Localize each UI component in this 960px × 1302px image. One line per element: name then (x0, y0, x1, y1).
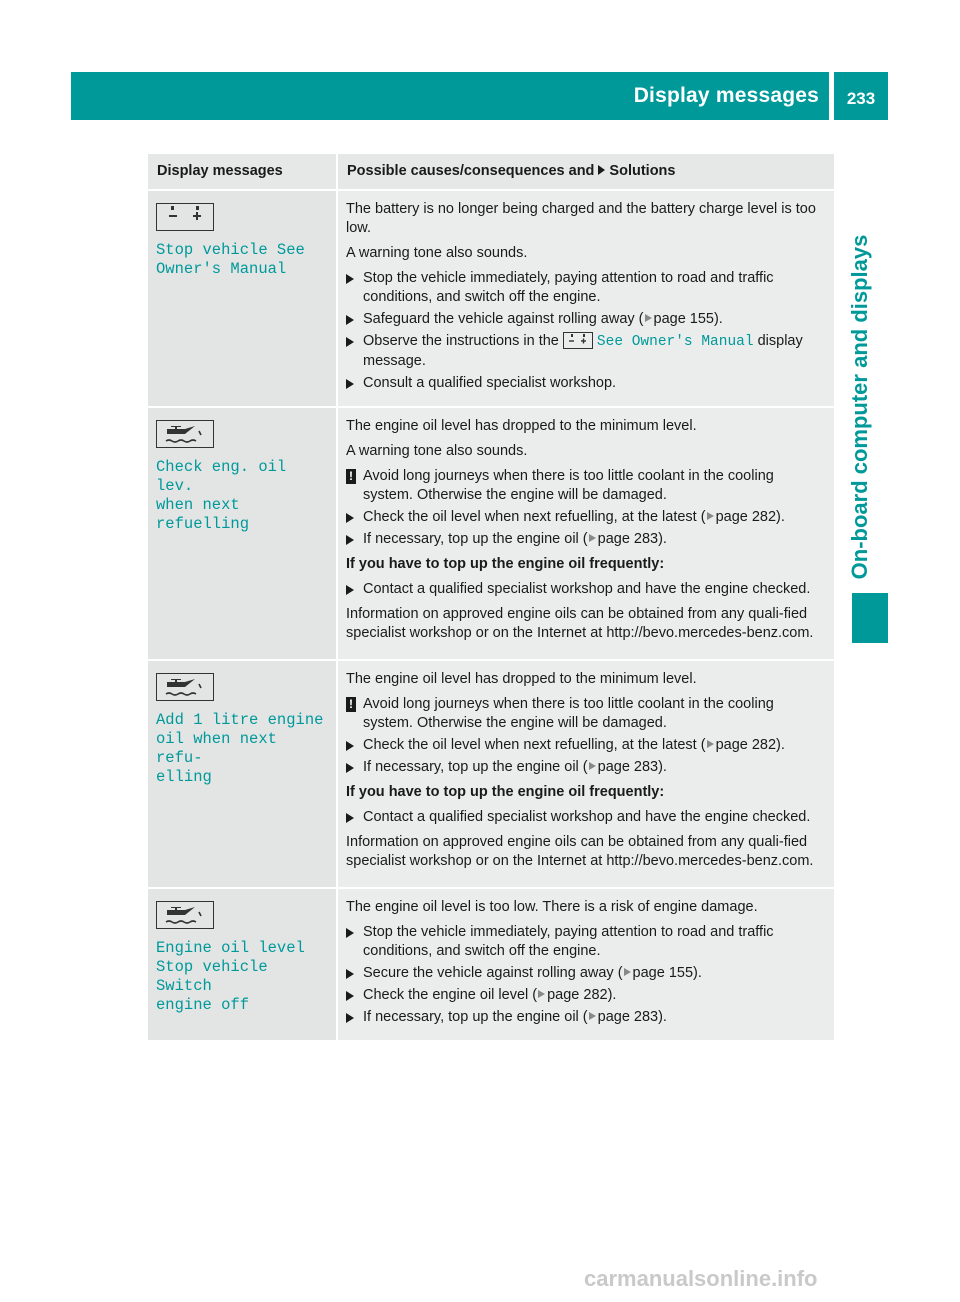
col-header-messages: Display messages (148, 154, 337, 190)
solution-step (346, 758, 826, 777)
solution-step (346, 736, 826, 755)
page-title: Display messages (633, 84, 819, 107)
table-header-row (148, 154, 834, 190)
arrow-icon (598, 165, 605, 175)
step-arrow-icon (346, 379, 354, 389)
page-ref-link[interactable]: page 283). (597, 1009, 667, 1025)
message-cell (148, 888, 337, 1041)
step-text: Contact a qualified specialist workshop and have the engine checked. (363, 581, 811, 597)
warning-icon: ! (346, 469, 356, 484)
page-ref-icon (645, 314, 652, 322)
info-text: Information on approved engine oils can be obtained from any quali-fied specialist workshop or on the Internet at http://bevo.mercedes-benz.com. (346, 834, 814, 869)
col-header-solutions (337, 154, 834, 190)
message-line: oil when next refu‑ (156, 730, 277, 767)
side-tab-marker (852, 593, 888, 643)
page-ref-icon (538, 990, 545, 998)
message-line: Stop vehicle Switch (156, 958, 268, 995)
battery-icon (563, 332, 593, 349)
info-text: Information on approved engine oils can be obtained from any quali-fied specialist workshop or on the Internet at http://bevo.mercedes-benz.com. (346, 606, 814, 641)
display-message-text (156, 711, 328, 787)
solution-step (346, 923, 826, 961)
step-arrow-icon (346, 969, 354, 979)
warning-text: Avoid long journeys when there is too little coolant in the cooling system. Otherwise the engine will be damaged. (363, 696, 774, 731)
page-ref-icon (589, 534, 596, 542)
solution-step (346, 374, 826, 393)
page-number: 233 (834, 72, 888, 120)
page-ref-link[interactable]: page 155). (653, 311, 723, 327)
page-ref-icon (707, 740, 714, 748)
step-text: If necessary, top up the engine oil ( (363, 759, 588, 775)
cause-text: The engine oil level has dropped to the minimum level. (346, 418, 697, 434)
col-header-solutions-text: Possible causes/consequences and (347, 163, 595, 179)
step-arrow-icon (346, 585, 354, 595)
solution-step (346, 1008, 826, 1027)
page-ref-icon (589, 762, 596, 770)
header-bar (71, 72, 829, 120)
cause-text: A warning tone also sounds. (346, 245, 528, 261)
step-text: Secure the vehicle against rolling away ( (363, 965, 623, 981)
solution-cell (337, 407, 834, 660)
warning-note (346, 695, 826, 733)
page-ref-link[interactable]: page 283). (597, 759, 667, 775)
oil-can-icon (156, 673, 214, 701)
message-cell (148, 407, 337, 660)
step-arrow-icon (346, 741, 354, 751)
oil-can-icon (156, 420, 214, 448)
side-section-label (836, 228, 884, 586)
bold-subheading: If you have to top up the engine oil frequently: (346, 784, 665, 800)
solution-step (346, 986, 826, 1005)
message-cell (148, 190, 337, 407)
bold-subheading: If you have to top up the engine oil frequently: (346, 556, 665, 572)
warning-icon: ! (346, 697, 356, 712)
step-text: If necessary, top up the engine oil ( (363, 531, 588, 547)
inline-message-text: See Owner's Manual (596, 334, 754, 350)
page-ref-icon (707, 512, 714, 520)
side-section-text: On-board computer and displays (847, 234, 872, 580)
message-line: Engine oil level (156, 939, 305, 957)
message-line: elling (156, 768, 212, 786)
page-ref-icon (624, 968, 631, 976)
message-line: engine off (156, 996, 250, 1014)
message-line: Add 1 litre engine (156, 711, 324, 729)
cause-text: The engine oil level is too low. There is a risk of engine damage. (346, 899, 758, 915)
solution-step (346, 530, 826, 549)
solution-step (346, 580, 826, 599)
solution-step (346, 269, 826, 307)
step-arrow-icon (346, 315, 354, 325)
step-arrow-icon (346, 513, 354, 523)
warning-note (346, 467, 826, 505)
step-arrow-icon (346, 813, 354, 823)
page-ref-link[interactable]: page 155). (632, 965, 702, 981)
table-row (148, 888, 834, 1041)
message-line: Stop vehicle See (156, 241, 305, 259)
step-arrow-icon (346, 535, 354, 545)
page-ref-link[interactable]: page 283). (597, 531, 667, 547)
step-text: Check the oil level when next refuelling, at the latest ( (363, 509, 706, 525)
page-ref-link[interactable]: page 282). (715, 509, 785, 525)
display-messages-table (148, 154, 834, 1042)
display-message-text (156, 939, 328, 1015)
solution-cell (337, 660, 834, 888)
step-text: Observe the instructions in the (363, 333, 559, 349)
warning-text: Avoid long journeys when there is too little coolant in the cooling system. Otherwise the engine will be damaged. (363, 468, 774, 503)
message-line: Check eng. oil lev. (156, 458, 287, 495)
solution-step (346, 808, 826, 827)
step-arrow-icon (346, 274, 354, 284)
display-message-text (156, 241, 328, 279)
step-arrow-icon (346, 991, 354, 1001)
cause-text: A warning tone also sounds. (346, 443, 528, 459)
watermark: carmanualsonline.info (584, 1266, 818, 1291)
step-arrow-icon (346, 763, 354, 773)
table-row (148, 190, 834, 407)
solution-cell (337, 190, 834, 407)
step-arrow-icon (346, 337, 354, 347)
display-message-text (156, 458, 328, 534)
step-text: Stop the vehicle immediately, paying attention to road and traffic conditions, and switch off the engine. (363, 270, 774, 305)
message-cell (148, 660, 337, 888)
step-text: Stop the vehicle immediately, paying attention to road and traffic conditions, and switch off the engine. (363, 924, 774, 959)
solution-step (346, 508, 826, 527)
step-text: If necessary, top up the engine oil ( (363, 1009, 588, 1025)
step-text: Consult a qualified specialist workshop. (363, 375, 617, 391)
step-text: Safeguard the vehicle against rolling away ( (363, 311, 644, 327)
oil-can-icon (156, 901, 214, 929)
step-text: Contact a qualified specialist workshop and have the engine checked. (363, 809, 811, 825)
solution-step (346, 332, 826, 371)
solution-step (346, 964, 826, 983)
solution-step (346, 310, 826, 329)
cause-text: The battery is no longer being charged and the battery charge level is too low. (346, 201, 816, 236)
table-row (148, 660, 834, 888)
message-line: when next refuelling (156, 496, 250, 533)
page-ref-link[interactable]: page 282). (715, 737, 785, 753)
col-header-solutions-text-b: Solutions (609, 163, 676, 179)
solution-cell (337, 888, 834, 1041)
step-text: Check the engine oil level ( (363, 987, 538, 1003)
step-text: Check the oil level when next refuelling, at the latest ( (363, 737, 706, 753)
table-row (148, 407, 834, 660)
message-line: Owner's Manual (156, 260, 287, 278)
battery-icon (156, 203, 214, 231)
step-arrow-icon (346, 928, 354, 938)
page-ref-link[interactable]: page 282). (547, 987, 617, 1003)
page-ref-icon (589, 1012, 596, 1020)
step-text: display message. (363, 333, 803, 369)
cause-text: The engine oil level has dropped to the minimum level. (346, 671, 697, 687)
step-arrow-icon (346, 1013, 354, 1023)
